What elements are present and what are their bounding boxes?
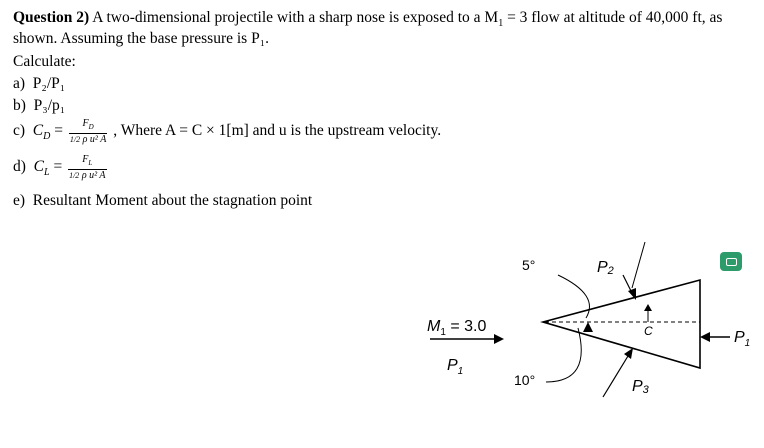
part-c-where: , Where A = C × 1[m] and u is the upstream velocity. [113, 122, 442, 139]
lift-fraction: $\frac{F_L}{\text{1/2 ρ u² A}}$ [69, 153, 106, 181]
calculate-label: Calculate: [13, 53, 76, 70]
part-b-label: b) [13, 97, 26, 114]
drag-fraction: $\frac{F_D}{\text{1/2 ρ u² A}}$ [69, 117, 107, 145]
p1-left-label: $P_1$ [447, 357, 464, 377]
part-a-text: P₂/P₁ [32, 75, 66, 92]
mach-label: $M_1 = 3.0$ [427, 318, 487, 338]
base-arrowhead [700, 332, 710, 342]
part-a-label: a) [13, 75, 26, 92]
question-intro-1: A two-dimensional projectile with a sharp nose is exposed to a M [92, 9, 499, 26]
p3-label: P3 [632, 378, 649, 396]
question-intro-1-rest: = 3 flow at altitude of 40,000 ft, as [503, 9, 723, 26]
projectile-wedge [543, 280, 700, 368]
p2-label: P2 [597, 259, 614, 277]
p2-leader [632, 242, 645, 288]
message-icon [726, 258, 737, 266]
part-d: d) $C_L$ = $\frac{F_L}{\text{1/2 ρ u² A}}$ [13, 153, 106, 181]
drag-coefficient: $C_D$ [32, 122, 51, 143]
flow-arrowhead [494, 334, 504, 344]
c-label: C [644, 324, 653, 338]
message-widget-button[interactable] [720, 252, 742, 271]
part-e-text: Resultant Moment about the stagnation point [32, 192, 313, 209]
p3-arrowhead [624, 348, 633, 359]
angle-top-label: 5° [522, 257, 536, 273]
lift-coefficient: $C_L$ [33, 158, 50, 179]
angle-arc-bottom [546, 328, 581, 382]
part-c: c) $C_D$ = $\frac{F_D}{\text{1/2 ρ u² A}}$ , Where A = C × 1[m] and u is the upstream velocity. [13, 117, 442, 145]
mach-subscript: 1 [498, 18, 504, 30]
question-line-2: shown. Assuming the base pressure is P₁. [13, 30, 269, 47]
p1-right-label: $P_1$ [734, 329, 751, 349]
p3-arrow-line [603, 356, 628, 397]
part-b-text: P₃/p₁ [33, 97, 66, 114]
question-number: Question 2) [13, 9, 90, 26]
part-c-label: c) [13, 122, 26, 139]
part-d-label: d) [13, 158, 26, 175]
part-e-label: e) [13, 192, 26, 209]
angle-bottom-label: 10° [514, 372, 536, 388]
